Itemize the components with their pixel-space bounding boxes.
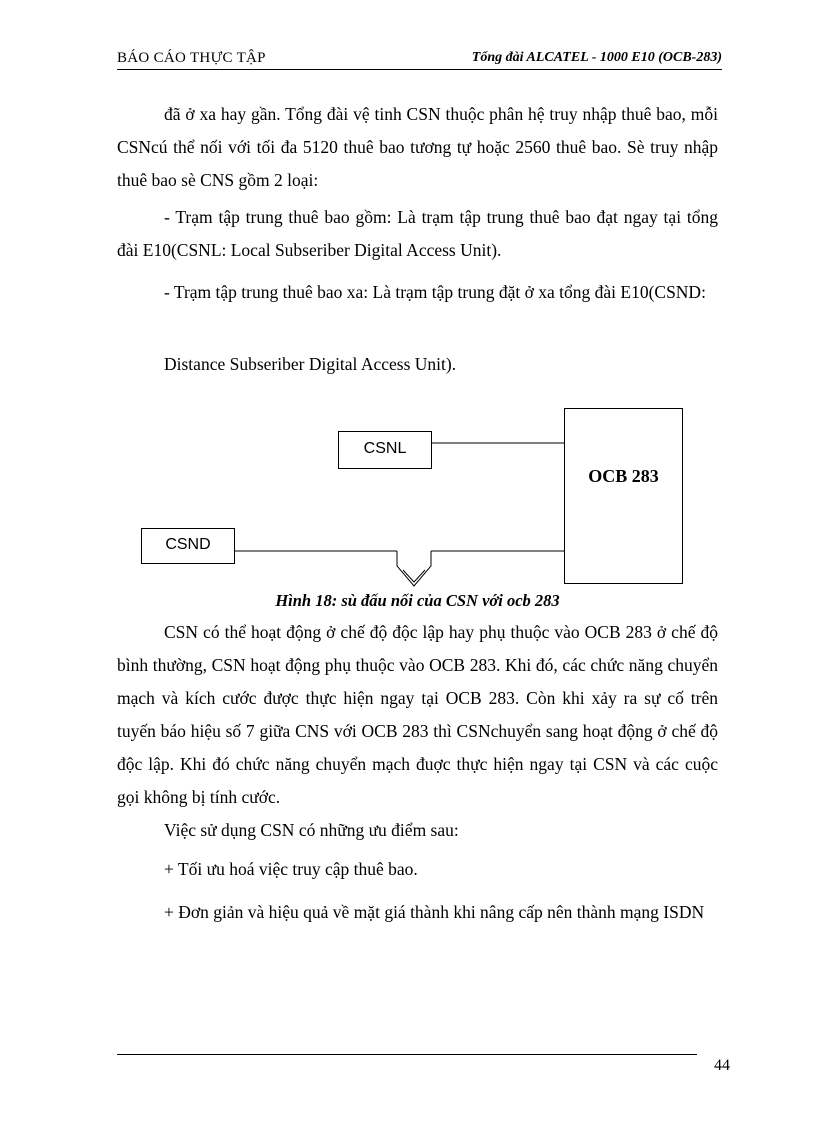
figure-caption: Hình 18: sù đấu nối của CSN với ocb 283 [275,591,560,610]
ocb-283-box [564,408,683,584]
paragraph-csnd: - Trạm tập trung thuê bao xa: Là trạm tập trung đặt ở xa tổng đài E10(CSND: [164,282,706,302]
paragraph-csnl: - Trạm tập trung thuê bao gồm: Là trạm tập trung thuê bao đạt ngay tại tổng đài E10(CSNL: Local Subseriber Digital Access Unit). [117,207,718,260]
page-header [117,50,722,69]
header-subtitle: Tổng đài ALCATEL - 1000 E10 (OCB-283) [471,50,722,65]
paragraph-intro: đã ở xa hay gần. Tổng đài vệ tinh CSN thuộc phân hệ truy nhập thuê bao, mỗi CSNcú thể nối với tối đa 5120 thuê bao tương tự hoặc 2560 thuê bao. Sè truy nhập thuê bao sè CNS gồm 2 loại: [117,104,718,190]
header-divider [117,69,722,70]
csnl-box: CSNL [338,431,432,469]
ocb-283-label: OCB 283 [588,466,659,486]
list-item-advantage-2: + Đơn giản và hiệu quả về mặt giá thành khi nâng cấp nên thành mạng ISDN [164,902,705,922]
paragraph-csnd-cont: Distance Subseriber Digital Access Unit). [164,354,457,374]
csnd-box: CSND [141,528,235,564]
link-break-arrow-inner [403,570,425,582]
paragraph-advantages-heading: Việc sử dụng CSN có những ưu điểm sau: [164,820,459,840]
header-title: BÁO CÁO THỰC TẬP [117,50,266,66]
list-item-advantage-1: + Tối ưu hoá việc truy cập thuê bao. [164,859,418,879]
link-break-arrow [397,551,431,586]
footer-divider [117,1054,697,1055]
page-number: 44 [714,1057,730,1074]
paragraph-operation-modes: CSN có thể hoạt động ở chế độ độc lập hay phụ thuộc vào OCB 283 ở chế độ bình thường, CSN hoạt động phụ thuộc vào OCB 283. Khi đó, các chức năng chuyển mạch và kích cước được thực hiện ngay tại OCB 283. Còn khi xảy ra sự cố trên tuyến báo hiệu số 7 giữa CNS với OCB 283 thì CSNchuyển sang hoạt động ở chế độ độc lập. Khi đó chức năng chuyển mạch đuợc thực hiện ngay tại CSN và các cuộc gọi không bị tính cước. [117,622,718,807]
